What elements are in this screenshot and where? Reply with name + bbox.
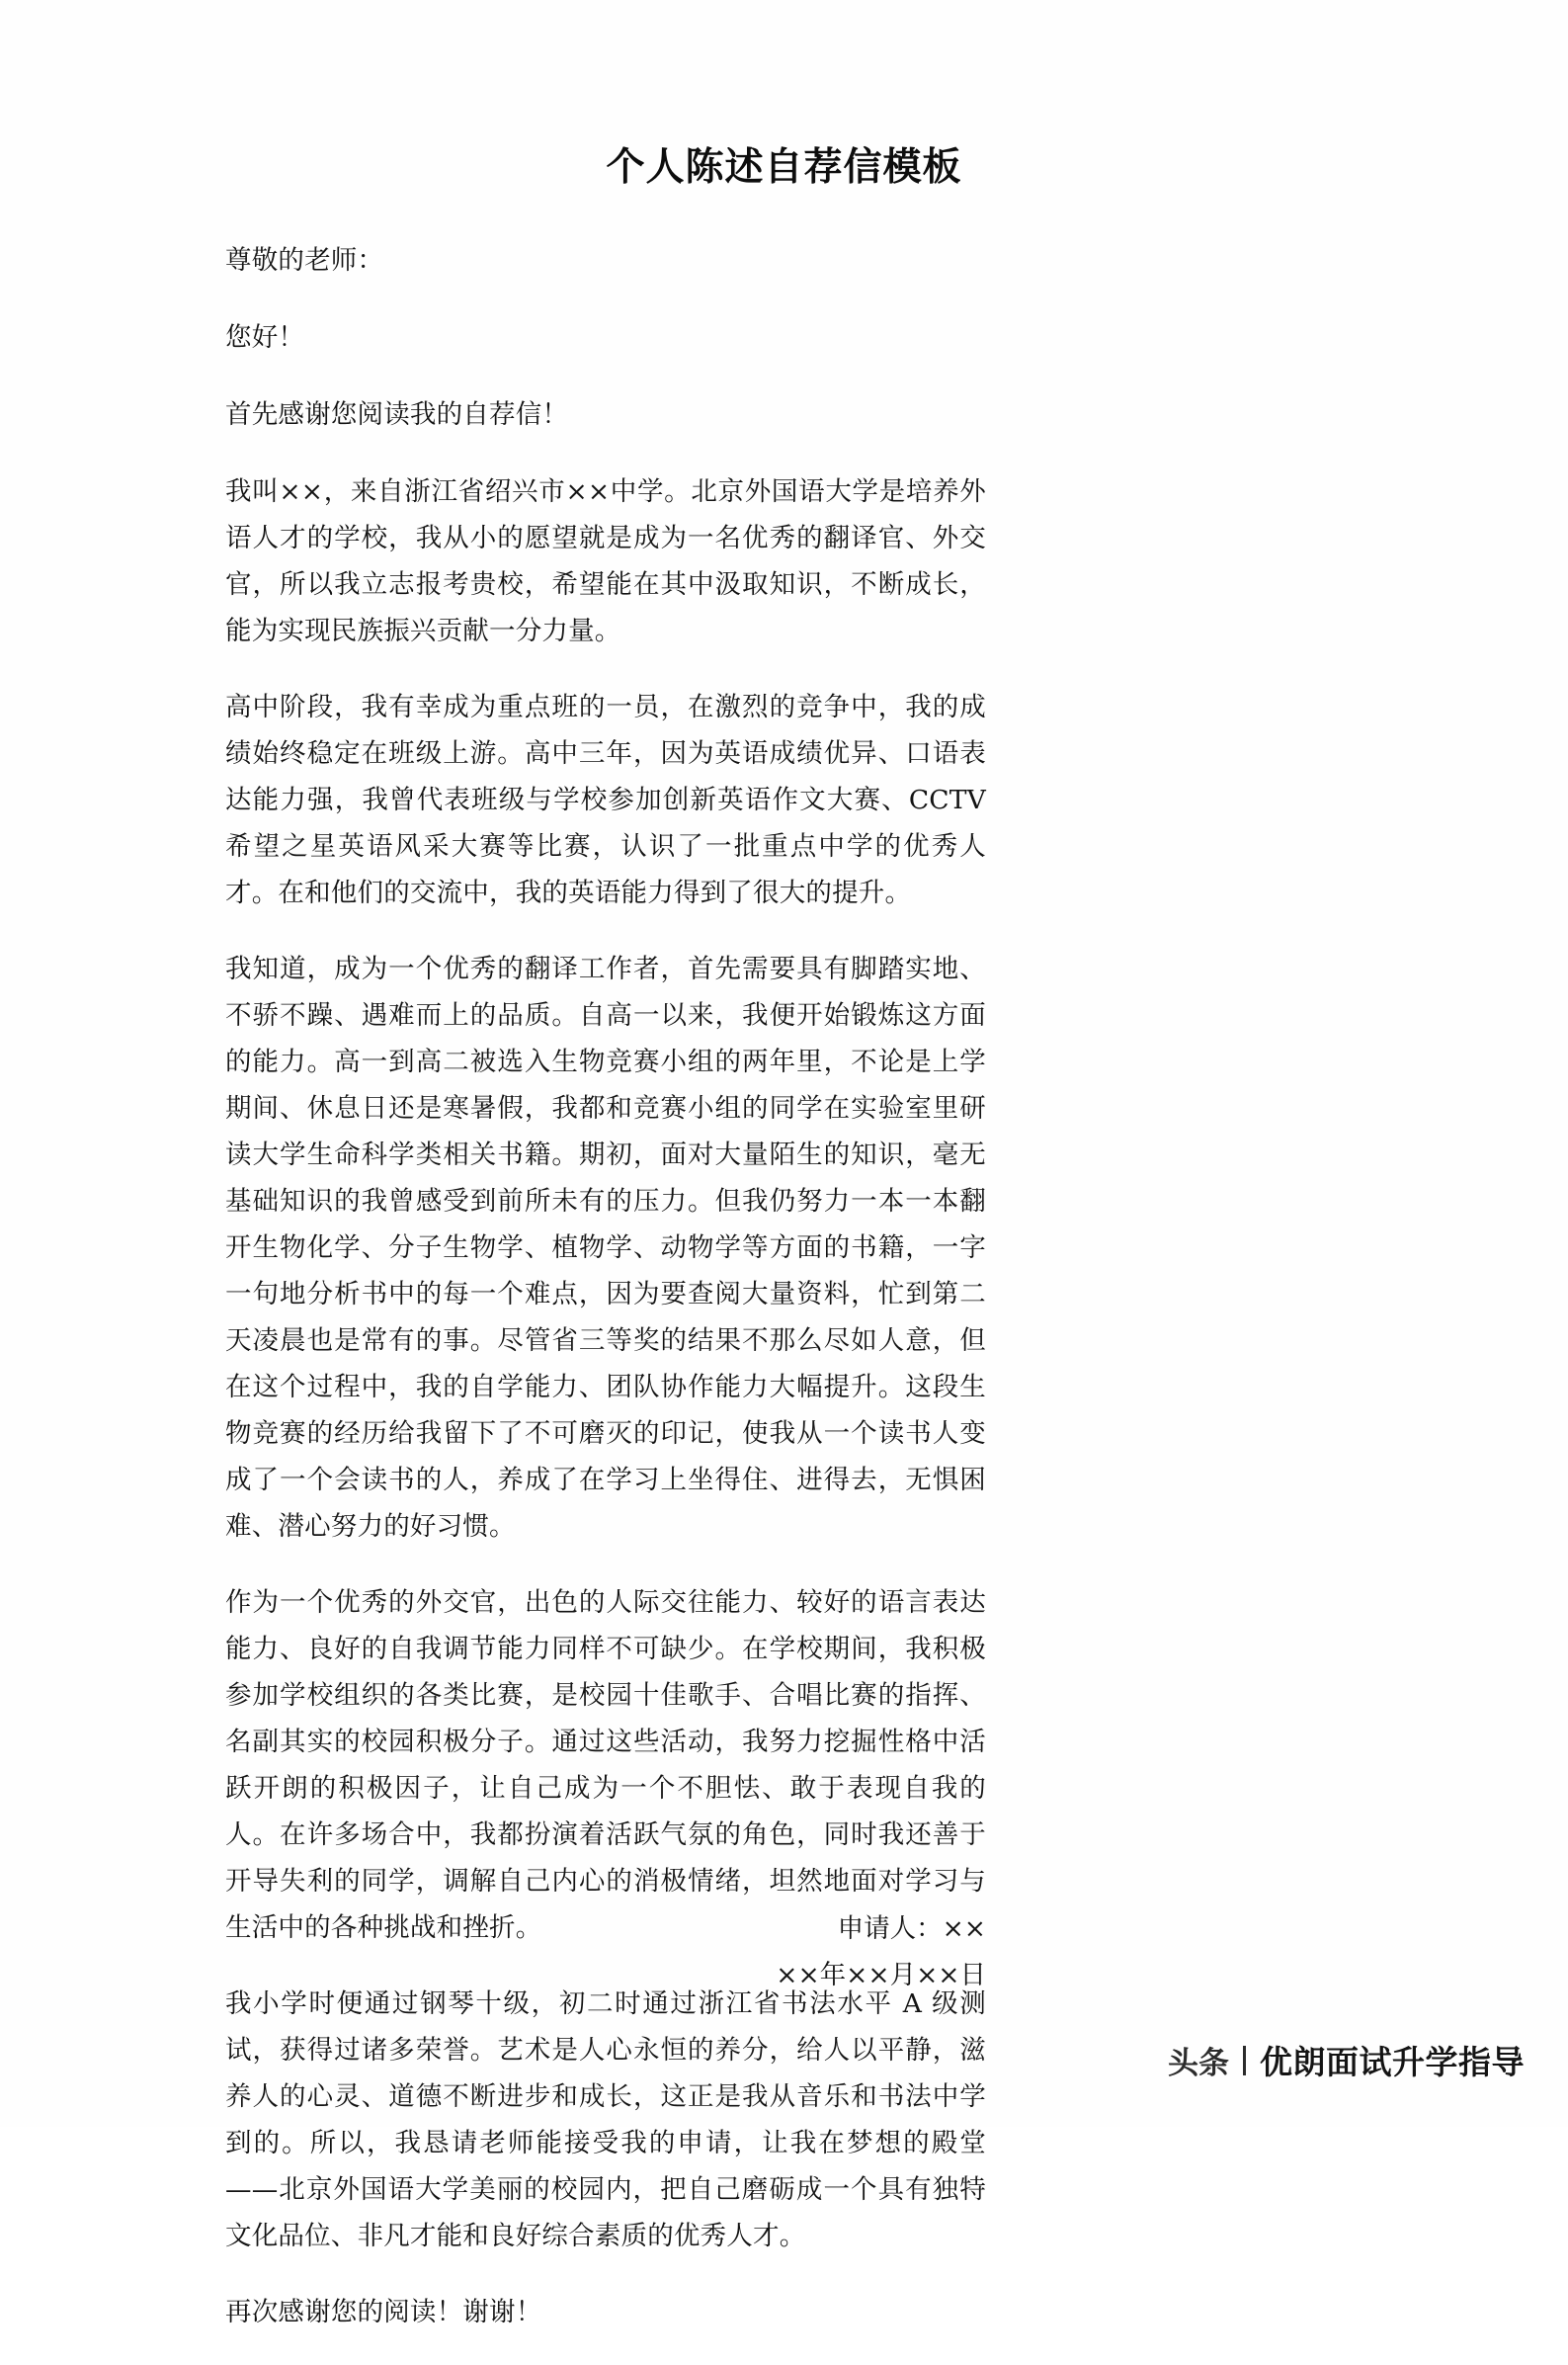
signature-date: ××年××月××日: [776, 1960, 986, 1990]
page-title: 个人陈述自荐信模板: [606, 144, 962, 190]
salutation: 尊敬的老师：: [225, 245, 384, 276]
letter-body: [225, 237, 986, 2365]
toutiao-brand-label: 头条: [1168, 2046, 1229, 2081]
paragraph-introduction: 我叫××，来自浙江省绍兴市××中学。北京外国语大学是培养外语人才的学校，我从小的愿望就是成为一名优秀的翻译官、外交官，所以我立志报考贵校，希望能在其中汲取知识，不断成长，能为实现民族振兴贡献一分力量。: [225, 476, 986, 646]
paragraph-diplomat-qualities: 作为一个优秀的外交官，出色的人际交往能力、较好的语言表达能力、良好的自我调节能力同样不可缺少。在学校期间，我积极参加学校组织的各类比赛，是校园十佳歌手、合唱比赛的指挥、名副其实的校园积极分子。通过这些活动，我努力挖掘性格中活跃开朗的积极因子，让自己成为一个不胆怯、敢于表现自我的人。在许多场合中，我都扮演着活跃气氛的角色，同时我还善于开导失利的同学，调解自己内心的消极情绪，坦然地面对学习与生活中的各种挑战和挫折。: [225, 1587, 986, 1943]
opening-thanks: 首先感谢您阅读我的自荐信！: [225, 399, 569, 430]
watermark-account-name: 优朗面试升学指导: [1260, 2043, 1525, 2081]
paragraph-biology-competition: 我知道，成为一个优秀的翻译工作者，首先需要具有脚踏实地、不骄不躁、遇难而上的品质。自高一以来，我便开始锻炼这方面的能力。高一到高二被选入生物竞赛小组的两年里，不论是上学期间、休息日还是寒暑假，我都和竞赛小组的同学在实验室里研读大学生命科学类相关书籍。期初，面对大量陌生的知识，毫无基础知识的我曾感受到前所未有的压力。但我仍努力一本一本翻开生物化学、分子生物学、植物学、动物学等方面的书籍，一字一句地分析书中的每一个难点，因为要查阅大量资料，忙到第二天凌晨也是常有的事。尽管省三等奖的结果不那么尽如人意，但在这个过程中，我的自学能力、团队协作能力大幅提升。这段生物竞赛的经历给我留下了不可磨灭的印记，使我从一个读书人变成了一个会读书的人，养成了在学习上坐得住、进得去，无惧困难、潜心努力的好习惯。: [225, 954, 986, 1542]
signature-block: [225, 1905, 986, 1998]
divider-icon: [1243, 2046, 1246, 2075]
signature-applicant: 申请人：××: [837, 1913, 986, 1944]
greeting: 您好！: [225, 322, 305, 353]
paragraph-high-school: 高中阶段，我有幸成为重点班的一员，在激烈的竞争中，我的成绩始终稳定在班级上游。高中三年，因为英语成绩优异、口语表达能力强，我曾代表班级与学校参加创新英语作文大赛、CCTV 希望之星英语风采大赛等比赛，认识了一批重点中学的优秀人才。在和他们的交流中，我的英语能力得到了很大的提升。: [225, 692, 986, 908]
paragraph-arts-and-request: 我小学时便通过钢琴十级，初二时通过浙江省书法水平 A 级测试，获得过诸多荣誉。艺术是人心永恒的养分，给人以平静，滋养人的心灵、道德不断进步和成长，这正是我从音乐和书法中学到的。所以，我恳请老师能接受我的申请，让我在梦想的殿堂——北京外国语大学美丽的校园内，把自己磨砺成一个具有独特文化品位、非凡才能和良好综合素质的优秀人才。: [225, 1988, 986, 2251]
watermark: [1168, 2037, 1525, 2083]
closing-thanks: 再次感谢您的阅读！谢谢！: [225, 2297, 542, 2327]
